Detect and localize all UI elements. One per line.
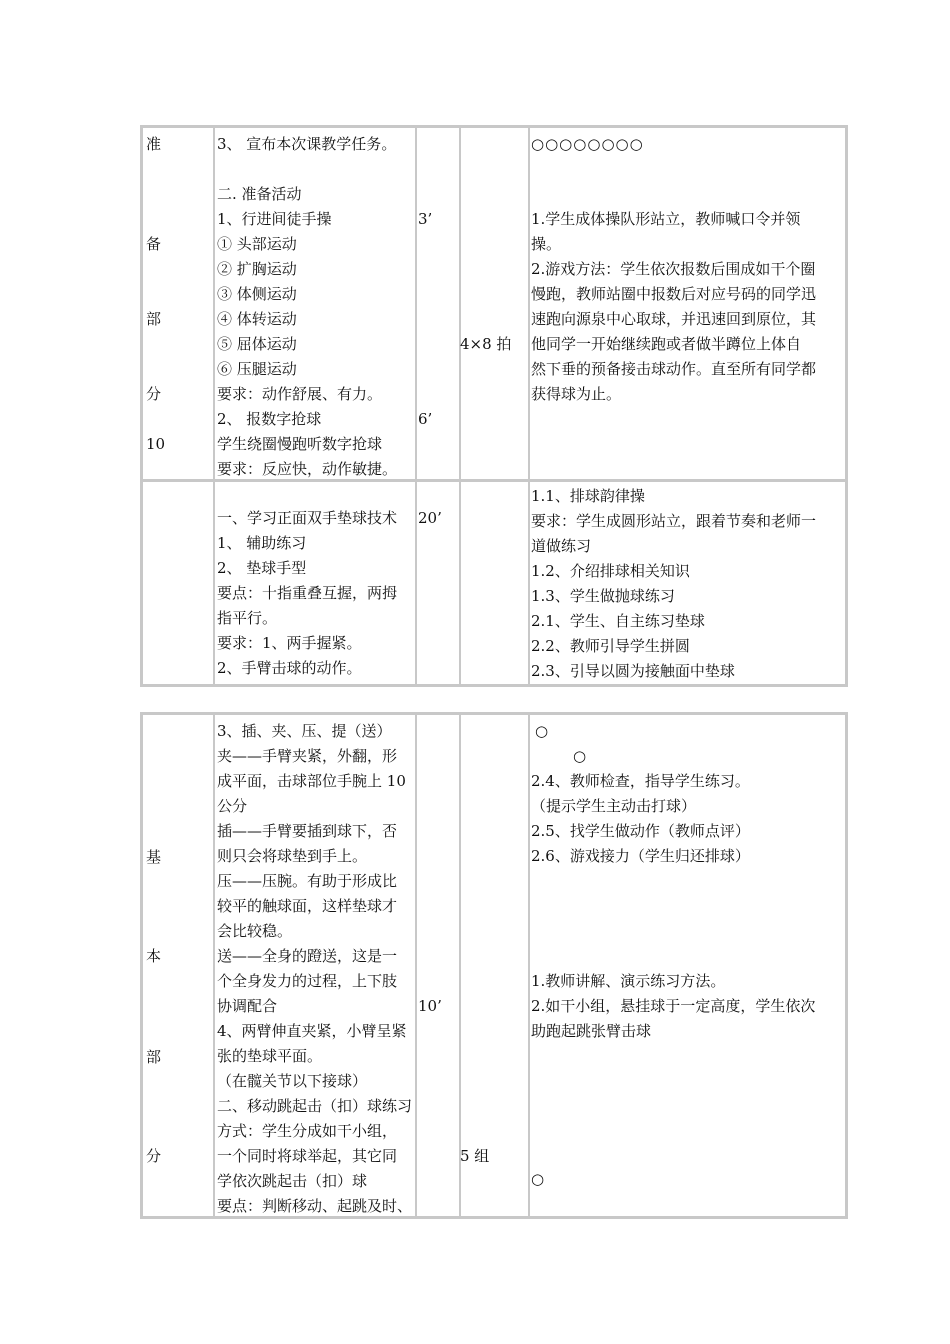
content-line: 个全身发力的过程，上下肢 (217, 972, 398, 990)
content-line: 1、行进间徒手操 (217, 210, 332, 228)
time-cell: 3’ (418, 210, 433, 228)
lesson-plan-table-preparation (140, 125, 848, 687)
content-line: 一、学习正面双手垫球技术 (217, 509, 398, 527)
organization-content (531, 207, 849, 407)
content-line: 要点：十指重叠互握，两拇 (217, 584, 398, 602)
content-line: 1.2、介绍排球相关知识 (531, 562, 690, 580)
section-label-char: 备 (146, 235, 162, 253)
content-line: 2.如干小组，悬挂球于一定高度，学生依次 (531, 997, 816, 1015)
main-content (217, 719, 417, 1214)
content-line: （提示学生主动击打球） (531, 797, 697, 815)
content-line: ④ 体转运动 (217, 310, 297, 328)
content-line: 则只会将球垫到手上。 (217, 847, 368, 865)
content-line: 协调配合 (217, 997, 278, 1015)
section-label-char: 基 (146, 848, 162, 866)
section-label-char: 部 (146, 1048, 162, 1066)
content-line: 要求：学生成圆形站立，跟着节奏和老师一 (531, 512, 817, 530)
section-label-char: 准 (146, 135, 162, 153)
section-label-char: 本 (146, 947, 162, 965)
content-line: 方式：学生分成如干小组， (217, 1122, 398, 1140)
content-line: 压——压腕。有助于形成比 (217, 872, 398, 890)
content-line: 1.1、排球韵律操 (531, 487, 645, 505)
content-line: 成平面，击球部位手腕上 10 (217, 772, 406, 790)
content-line: 1.3、学生做抛球练习 (531, 587, 675, 605)
content-line: 速跑向源泉中心取球，并迅速回到原位，其 (531, 310, 817, 328)
content-line: ① 头部运动 (217, 235, 297, 253)
time-cell: 20’ (418, 509, 442, 527)
learning-organization-content (531, 484, 849, 684)
formation-circle: ○ (535, 722, 549, 740)
content-line: 学生绕圈慢跑听数字抢球 (217, 435, 383, 453)
content-line: 指平行。 (217, 609, 278, 627)
content-line: 1.教师讲解、演示练习方法。 (531, 972, 726, 990)
content-line: 要点：判断移动、起跳及时、 (217, 1197, 413, 1214)
content-line: 2、 报数字抢球 (217, 410, 322, 428)
content-line: 获得球为止。 (531, 385, 622, 403)
content-line: 4、两臂伸直夹紧，小臂呈紧 (217, 1022, 407, 1040)
content-line: 操。 (531, 235, 562, 253)
content-line: 张的垫球平面。 (217, 1047, 323, 1065)
content-line: 2.1、学生、自主练习垫球 (531, 612, 705, 630)
content-line: 公分 (217, 797, 248, 815)
content-line: ③ 体侧运动 (217, 285, 297, 303)
lesson-plan-table-main (140, 712, 848, 1219)
content-line: 2.游戏方法：学生依次报数后围成如干个圈 (531, 260, 816, 278)
section-label-duration: 10 (146, 435, 166, 453)
count-cell: 5 组 (460, 1147, 490, 1165)
content-line: 较平的触球面，这样垫球才 (217, 897, 398, 915)
organization-content-b (531, 969, 849, 1044)
content-line: ② 扩胸运动 (217, 260, 297, 278)
content-line: 学依次跳起击（扣）球 (217, 1172, 368, 1190)
prep-content (217, 132, 417, 482)
organization-content-a (531, 769, 849, 869)
content-line: ⑤ 屈体运动 (217, 335, 297, 353)
formation-symbols: ○○○○○○○○ (531, 135, 644, 153)
section-label-char: 分 (146, 385, 162, 403)
content-line: 2.2、教师引导学生拼圆 (531, 637, 690, 655)
section-label-char: 部 (146, 310, 162, 328)
content-line: 2.5、找学生做动作（教师点评） (531, 822, 750, 840)
content-line (217, 157, 417, 182)
learning-content (217, 506, 417, 681)
formation-circle: ○ (531, 1170, 545, 1188)
time-cell: 6’ (418, 410, 433, 428)
content-line: 夹——手臂夹紧，外翻，形 (217, 747, 398, 765)
content-line: 然下垂的预备接击球动作。直至所有同学都 (531, 360, 817, 378)
content-line: 一个同时将球举起，其它同 (217, 1147, 398, 1165)
content-line: 慢跑，教师站圈中报数后对应号码的同学迅 (531, 285, 817, 303)
time-cell: 10’ (418, 997, 442, 1015)
content-line: 二、移动跳起击（扣）球练习 (217, 1097, 413, 1115)
content-line: 送——全身的蹬送，这是一 (217, 947, 398, 965)
content-line: 会比较稳。 (217, 922, 293, 940)
content-line: ⑥ 压腿运动 (217, 360, 297, 378)
content-line: 要求：1、两手握紧。 (217, 634, 362, 652)
content-line: 要求：动作舒展、有力。 (217, 385, 383, 403)
content-line: （在髋关节以下接球） (217, 1072, 368, 1090)
content-line: 2.4、教师检查，指导学生练习。 (531, 772, 750, 790)
content-line: 1、 辅助练习 (217, 534, 307, 552)
content-line: 2、 垫球手型 (217, 559, 307, 577)
content-line: 2.6、游戏接力（学生归还排球） (531, 847, 750, 865)
content-line: 2、手臂击球的动作。 (217, 659, 362, 677)
content-line: 1.学生成体操队形站立，教师喊口令并领 (531, 210, 801, 228)
content-line: 道做练习 (531, 537, 592, 555)
count-cell: 4×8 拍 (460, 335, 512, 353)
content-line: 3、插、夹、压、提（送） (217, 722, 392, 740)
content-line: 2.3、引导以圆为接触面中垫球 (531, 662, 735, 680)
section-label-char: 分 (146, 1147, 162, 1165)
content-line: 他同学一开始继续跑或者做半蹲位上体自 (531, 335, 802, 353)
formation-circle: ○ (573, 747, 587, 765)
content-line: 二. 准备活动 (217, 185, 302, 203)
content-line: 3、 宣布本次课教学任务。 (217, 135, 397, 153)
content-line: 助跑起跳张臂击球 (531, 1022, 652, 1040)
content-line: 插——手臂要插到球下，否 (217, 822, 398, 840)
content-line: 要求：反应快，动作敏捷。 (217, 460, 398, 478)
